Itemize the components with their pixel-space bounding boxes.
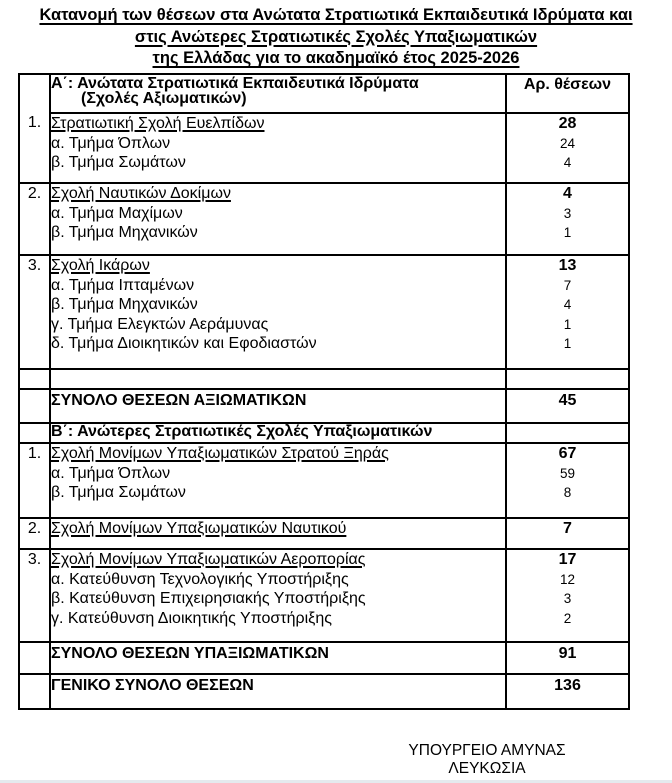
department-item: α. Τμήμα Όπλων — [51, 464, 171, 482]
title-line-3-text: της Ελλάδας για το ακαδημαϊκό έτος 2025-2026 — [152, 49, 520, 67]
row-description-cell — [50, 255, 506, 369]
department-seats: 4 — [563, 155, 572, 170]
school-row — [19, 183, 629, 255]
section-a-header-line1: Α΄: Ανώτατα Στρατιωτικά Εκπαιδευτικά Ιδρύματα — [51, 75, 419, 92]
title-line-2-text: στις Ανώτερες Στρατιωτικές Σχολές Υπαξιωματικών — [134, 27, 538, 46]
footer-city: ΛΕΥΚΩΣΙΑ — [448, 759, 526, 777]
department-seats: 59 — [559, 465, 576, 481]
row-description-cell — [50, 369, 506, 389]
row-description-cell — [50, 113, 506, 183]
row-index-cell: 2. — [19, 183, 50, 255]
school-name: Σχολή Ικάρων — [51, 257, 150, 274]
row-index-cell: 2. — [19, 518, 50, 549]
row-description-cell — [50, 549, 506, 642]
title-line-2 — [0, 27, 672, 49]
school-total-seats: 67 — [558, 445, 577, 462]
school-total-seats: 28 — [558, 115, 577, 132]
row-description-cell — [50, 183, 506, 255]
header-index-cell — [19, 74, 50, 113]
footer-ministry: ΥΠΟΥΡΓΕΙΟ ΑΜΥΝΑΣ — [408, 742, 566, 759]
school-total-seats: 4 — [563, 185, 572, 202]
total-row-label: ΣΥΝΟΛΟ ΘΕΣΕΩΝ ΑΞΙΩΜΑΤΙΚΩΝ — [51, 392, 307, 409]
school-total-seats: 7 — [563, 520, 572, 537]
spacer-row — [19, 369, 629, 389]
department-seats: 24 — [559, 135, 576, 151]
department-item: δ. Τμήμα Διοικητικών και Εφοδιαστών — [51, 335, 317, 352]
department-seats: 3 — [563, 591, 572, 606]
row-seats-cell — [506, 423, 629, 443]
total-row — [19, 674, 629, 709]
table-header-row — [19, 74, 629, 113]
school-name: Στρατιωτική Σχολή Ευελπίδων — [51, 115, 265, 132]
school-total-seats: 13 — [558, 257, 577, 274]
department-seats: 7 — [563, 277, 572, 293]
title-line-3 — [0, 48, 672, 70]
header-seats-cell: Αρ. θέσεων — [506, 74, 629, 113]
total-row-value: 136 — [554, 677, 581, 694]
row-index-cell — [19, 423, 50, 443]
department-item: γ. Τμήμα Ελεγκτών Αεράμυνας — [51, 315, 269, 333]
department-item: β. Τμήμα Μηχανικών — [51, 224, 198, 241]
school-name: Σχολή Μονίμων Υπαξιωματικών Ναυτικού — [51, 520, 347, 537]
row-index-cell: 3. — [19, 549, 50, 642]
row-index-cell — [19, 369, 50, 389]
department-seats: 1 — [563, 225, 572, 240]
footer — [327, 742, 647, 777]
department-item: β. Τμήμα Μηχανικών — [51, 296, 198, 313]
row-seats-cell — [506, 549, 629, 642]
row-description-cell — [50, 674, 506, 709]
section-b-header: Β΄: Ανώτερες Στρατιωτικές Σχολές Υπαξιωματικών — [51, 423, 433, 440]
department-seats: 3 — [563, 205, 572, 221]
department-seats: 1 — [563, 336, 572, 351]
school-row — [19, 549, 629, 642]
department-item: β. Τμήμα Σωμάτων — [51, 154, 186, 171]
department-item: α. Τμήμα Ιπταμένων — [51, 276, 195, 294]
total-row-value: 91 — [558, 645, 577, 662]
row-seats-cell — [506, 183, 629, 255]
school-row — [19, 255, 629, 369]
department-seats: 12 — [559, 571, 576, 587]
school-row — [19, 518, 629, 549]
row-index-cell — [19, 642, 50, 674]
document-title — [0, 5, 672, 70]
department-item: α. Τμήμα Όπλων — [51, 134, 171, 152]
department-item: β. Τμήμα Σωμάτων — [51, 484, 186, 501]
total-row-label: ΓΕΝΙΚΟ ΣΥΝΟΛΟ ΘΕΣΕΩΝ — [51, 677, 254, 694]
row-description-cell — [50, 389, 506, 423]
row-description-cell — [50, 423, 506, 443]
total-row-value: 45 — [558, 392, 577, 409]
department-item: α. Τμήμα Μαχίμων — [51, 204, 183, 222]
department-item: γ. Κατεύθυνση Διοικητικής Υποστήριξης — [51, 609, 332, 627]
department-seats: 1 — [563, 316, 572, 332]
row-seats-cell — [506, 369, 629, 389]
positions-table — [18, 73, 630, 710]
row-index-cell: 1. — [19, 113, 50, 183]
row-seats-cell — [506, 518, 629, 549]
row-seats-cell — [506, 674, 629, 709]
school-name: Σχολή Μονίμων Υπαξιωματικών Αεροπορίας — [51, 551, 366, 568]
row-seats-cell — [506, 642, 629, 674]
row-seats-cell — [506, 255, 629, 369]
title-line-1-text: Κατανομή των θέσεων στα Ανώτατα Στρατιωτικά Εκπαιδευτικά Ιδρύματα και — [39, 6, 633, 24]
section-a-header-line2: (Σχολές Αξιωματικών) — [81, 90, 247, 107]
school-name: Σχολή Μονίμων Υπαξιωματικών Στρατού Ξηράς — [51, 445, 389, 462]
row-index-cell — [19, 674, 50, 709]
department-item: β. Κατεύθυνση Επιχειρησιακής Υποστήριξης — [51, 590, 366, 607]
department-item: α. Κατεύθυνση Τεχνολογικής Υποστήριξης — [51, 570, 349, 588]
school-total-seats: 17 — [558, 551, 577, 568]
department-seats: 2 — [563, 610, 572, 626]
total-row — [19, 389, 629, 423]
row-seats-cell — [506, 113, 629, 183]
row-description-cell — [50, 518, 506, 549]
row-description-cell — [50, 642, 506, 674]
school-row — [19, 443, 629, 518]
title-line-1 — [0, 5, 672, 27]
header-title-cell — [50, 74, 506, 113]
row-seats-cell — [506, 389, 629, 423]
total-row — [19, 642, 629, 674]
department-seats: 4 — [563, 297, 572, 312]
row-index-cell — [19, 389, 50, 423]
positions-table-body — [19, 74, 629, 709]
row-index-cell: 1. — [19, 443, 50, 518]
school-row — [19, 113, 629, 183]
total-row-label: ΣΥΝΟΛΟ ΘΕΣΕΩΝ ΥΠΑΞΙΩΜΑΤΙΚΩΝ — [51, 645, 329, 662]
row-index-cell: 3. — [19, 255, 50, 369]
row-seats-cell — [506, 443, 629, 518]
school-name: Σχολή Ναυτικών Δοκίμων — [51, 185, 231, 202]
row-description-cell — [50, 443, 506, 518]
section-row — [19, 423, 629, 443]
department-seats: 8 — [563, 485, 572, 500]
